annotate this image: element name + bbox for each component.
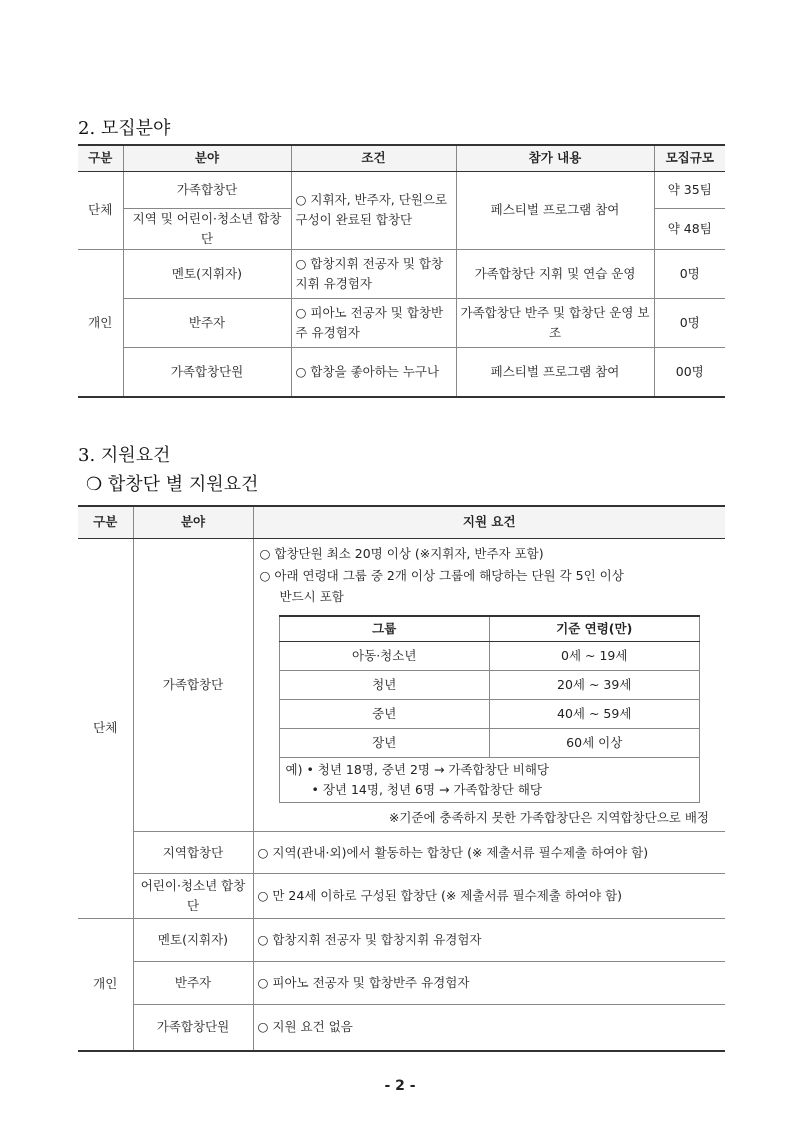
req-family-2-line2: 반드시 포함 <box>279 588 344 604</box>
age-range: 20세 ~ 39세 <box>489 671 699 700</box>
example-1: • 청년 18명, 중년 2명 → 가족합창단 비해당 <box>306 762 549 777</box>
req-field-family: 가족합창단 <box>133 538 253 832</box>
group-label: 단체 <box>78 171 123 249</box>
age-group: 아동·청소년 <box>279 642 489 671</box>
section-3-subtitle: ❍ 합창단 별 지원요건 <box>86 474 259 495</box>
condition-accompanist: ○ 피아노 전공자 및 합창반주 유경험자 <box>291 298 456 347</box>
age-group: 청년 <box>279 671 489 700</box>
size-accompanist: 0명 <box>654 298 725 347</box>
req-header-field: 분야 <box>133 506 253 538</box>
header-condition: 조건 <box>291 145 456 171</box>
req-header-category: 구분 <box>78 506 133 538</box>
field-mentor: 멘토(지휘자) <box>123 249 291 298</box>
recruitment-table <box>78 144 725 398</box>
field-member: 가족합창단원 <box>123 347 291 397</box>
field-accompanist: 반주자 <box>123 298 291 347</box>
condition-mentor: ○ 합창지휘 전공자 및 합창지휘 유경험자 <box>291 249 456 298</box>
req-field-accompanist: 반주자 <box>133 962 253 1005</box>
req-accompanist: ○ 피아노 전공자 및 합창반주 유경험자 <box>253 962 725 1005</box>
req-header-requirement: 지원 요건 <box>253 506 725 538</box>
req-family-cell <box>253 538 725 832</box>
header-content: 참가 내용 <box>456 145 654 171</box>
req-family-1: ○ 합창단원 최소 20명 이상 (※지휘자, 반주자 포함) <box>259 545 544 561</box>
individual-label: 개인 <box>78 249 123 397</box>
age-header-group: 그룹 <box>279 616 489 642</box>
size-member: 00명 <box>654 347 725 397</box>
req-group-label: 단체 <box>78 538 133 919</box>
section-3-title: 3. 지원요건 <box>78 445 171 466</box>
age-range: 60세 이상 <box>489 729 699 758</box>
header-size: 모집규모 <box>654 145 725 171</box>
content-accompanist: 가족합창단 반주 및 합창단 운영 보조 <box>456 298 654 347</box>
field-family-choir: 가족합창단 <box>123 171 291 208</box>
req-regional: ○ 지역(관내·외)에서 활동하는 합창단 (※ 제출서류 필수제출 하여야 함) <box>253 832 725 874</box>
age-group: 중년 <box>279 700 489 729</box>
example-prefix: 예) <box>285 762 303 777</box>
content-mentor: 가족합창단 지휘 및 연습 운영 <box>456 249 654 298</box>
age-example-cell <box>279 758 699 803</box>
size-family-choir: 약 35팀 <box>654 171 725 208</box>
group-content: 페스티벌 프로그램 참여 <box>456 171 654 249</box>
header-field: 분야 <box>123 145 291 171</box>
req-mentor: ○ 합창지휘 전공자 및 합창지휘 유경험자 <box>253 919 725 962</box>
size-mentor: 0명 <box>654 249 725 298</box>
age-range: 0세 ~ 19세 <box>489 642 699 671</box>
family-note: ※기준에 충족하지 못한 가족합창단은 지역합창단으로 배정 <box>388 810 709 825</box>
field-regional-youth: 지역 및 어린이·청소년 합창단 <box>123 208 291 249</box>
req-field-member: 가족합창단원 <box>133 1005 253 1051</box>
req-member: ○ 지원 요건 없음 <box>253 1005 725 1051</box>
req-field-regional: 지역합창단 <box>133 832 253 874</box>
size-regional-youth: 약 48팀 <box>654 208 725 249</box>
req-field-mentor: 멘토(지휘자) <box>133 919 253 962</box>
example-2: • 장년 14명, 청년 6명 → 가족합창단 해당 <box>311 782 542 797</box>
age-group-table <box>279 615 700 804</box>
req-youth: ○ 만 24세 이하로 구성된 합창단 (※ 제출서류 필수제출 하여야 함) <box>253 874 725 919</box>
header-category: 구분 <box>78 145 123 171</box>
age-range: 40세 ~ 59세 <box>489 700 699 729</box>
req-family-2-line1: ○ 아래 연령대 그룹 중 2개 이상 그룹에 해당하는 단원 각 5인 이상 <box>259 567 624 583</box>
section-2-title: 2. 모집분야 <box>78 118 171 139</box>
req-individual-label: 개인 <box>78 919 133 1051</box>
age-group: 장년 <box>279 729 489 758</box>
group-condition: ○ 지휘자, 반주자, 단원으로 구성이 완료된 합창단 <box>291 171 456 249</box>
page-number: - 2 - <box>384 1078 416 1094</box>
content-member: 페스티벌 프로그램 참여 <box>456 347 654 397</box>
age-header-age: 기준 연령(만) <box>489 616 699 642</box>
condition-member: ○ 합창을 좋아하는 누구나 <box>291 347 456 397</box>
req-field-youth: 어린이·청소년 합창단 <box>133 874 253 919</box>
requirements-table <box>78 505 725 1052</box>
